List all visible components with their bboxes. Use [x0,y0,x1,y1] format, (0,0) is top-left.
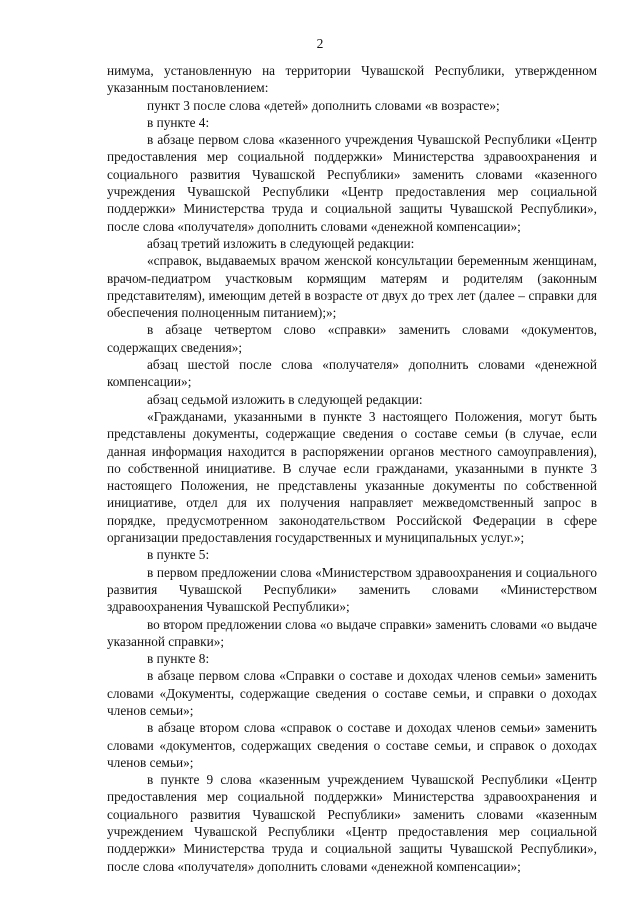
document-body [107,62,597,875]
paragraph: в пункте 4: [147,114,210,130]
paragraph: в абзаце первом слова «казенного учреждения Чувашской Республики «Центр предоставления мер социальной поддержки» Министерства здравоохранения и социального развития Чувашской Республики» заменить словами «казенного учреждения Чувашской Республики «Центр предоставления мер социальной поддержки» Министерства труда и социальной защиты Чувашской Республики», после слова «получателя» дополнить словами «денежной компенсации»; [107,132,597,234]
paragraph: пункт 3 после слова «детей» дополнить словами «в возрасте»; [147,97,500,113]
paragraph: в первом предложении слова «Министерством здравоохранения и социального развития Чувашской Республики» заменить словами «Министерством здравоохранения Чувашской Республики»; [107,564,597,615]
paragraph: в абзаце четвертом слово «справки» заменить словами «документов, содержащих сведения»; [107,322,597,355]
page-number: 2 [316,36,324,51]
paragraph: «справок, выдаваемых врачом женской консультации беременным женщинам, врачом-педиатром участковым кормящим матерям и родителям (законным представителям), имеющим детей в возрасте от двух до трех лет (далее – справки для обеспечения полноценным питанием);»; [107,253,597,321]
paragraph: абзац седьмой изложить в следующей редакции: [147,391,423,407]
paragraph: абзац шестой после слова «получателя» дополнить словами «денежной компенсации»; [107,357,597,390]
paragraph: в абзаце первом слова «Справки о составе и доходах членов семьи» заменить словами «Документы, содержащие сведения о составе семьи, и справки о доходах членов семьи»; [107,668,597,718]
paragraph: нимума, установленную на территории Чувашской Республики, утвержденном указанным постановлением: [107,63,597,96]
paragraph: абзац третий изложить в следующей редакции: [147,235,415,251]
paragraph: в пункте 9 слова «казенным учреждением Чувашской Республики «Центр предоставления мер социальной поддержки» Министерства здравоохранения и социального развития Чувашской Республики» заменить словами «казенным учреждением Чувашской Республики «Центр предоставления мер социальной поддержки» Министерства труда и социальной защиты Чувашской Республики», после слова «получателя» дополнить словами «денежной компенсации»; [107,772,597,874]
paragraph: во втором предложении слова «о выдаче справки» заменить словами «о выдаче указанной справки»; [107,616,597,649]
paragraph: «Гражданами, указанными в пункте 3 настоящего Положения, могут быть представлены документы, содержащие сведения о составе семьи (в случае, если данная информация находится в распоряжении органов местного самоуправления), по собственной инициативе. В случае если гражданами, указанными в пункте 3 настоящего Положения, не представлены указанные документы по собственной инициативе, отдел для их получения направляет межведомственный запрос в порядке, предусмотренном законодательством Российской Федерации в сфере организации предоставления государственных и муниципальных услуг.»; [107,408,597,546]
paragraph: в пункте 8: [147,651,210,667]
paragraph: в абзаце втором слова «справок о составе и доходах членов семьи» заменить словами «документов, содержащих сведения о составе семьи, и справок о доходах членов семьи»; [107,720,597,770]
paragraph: в пункте 5: [147,547,210,563]
